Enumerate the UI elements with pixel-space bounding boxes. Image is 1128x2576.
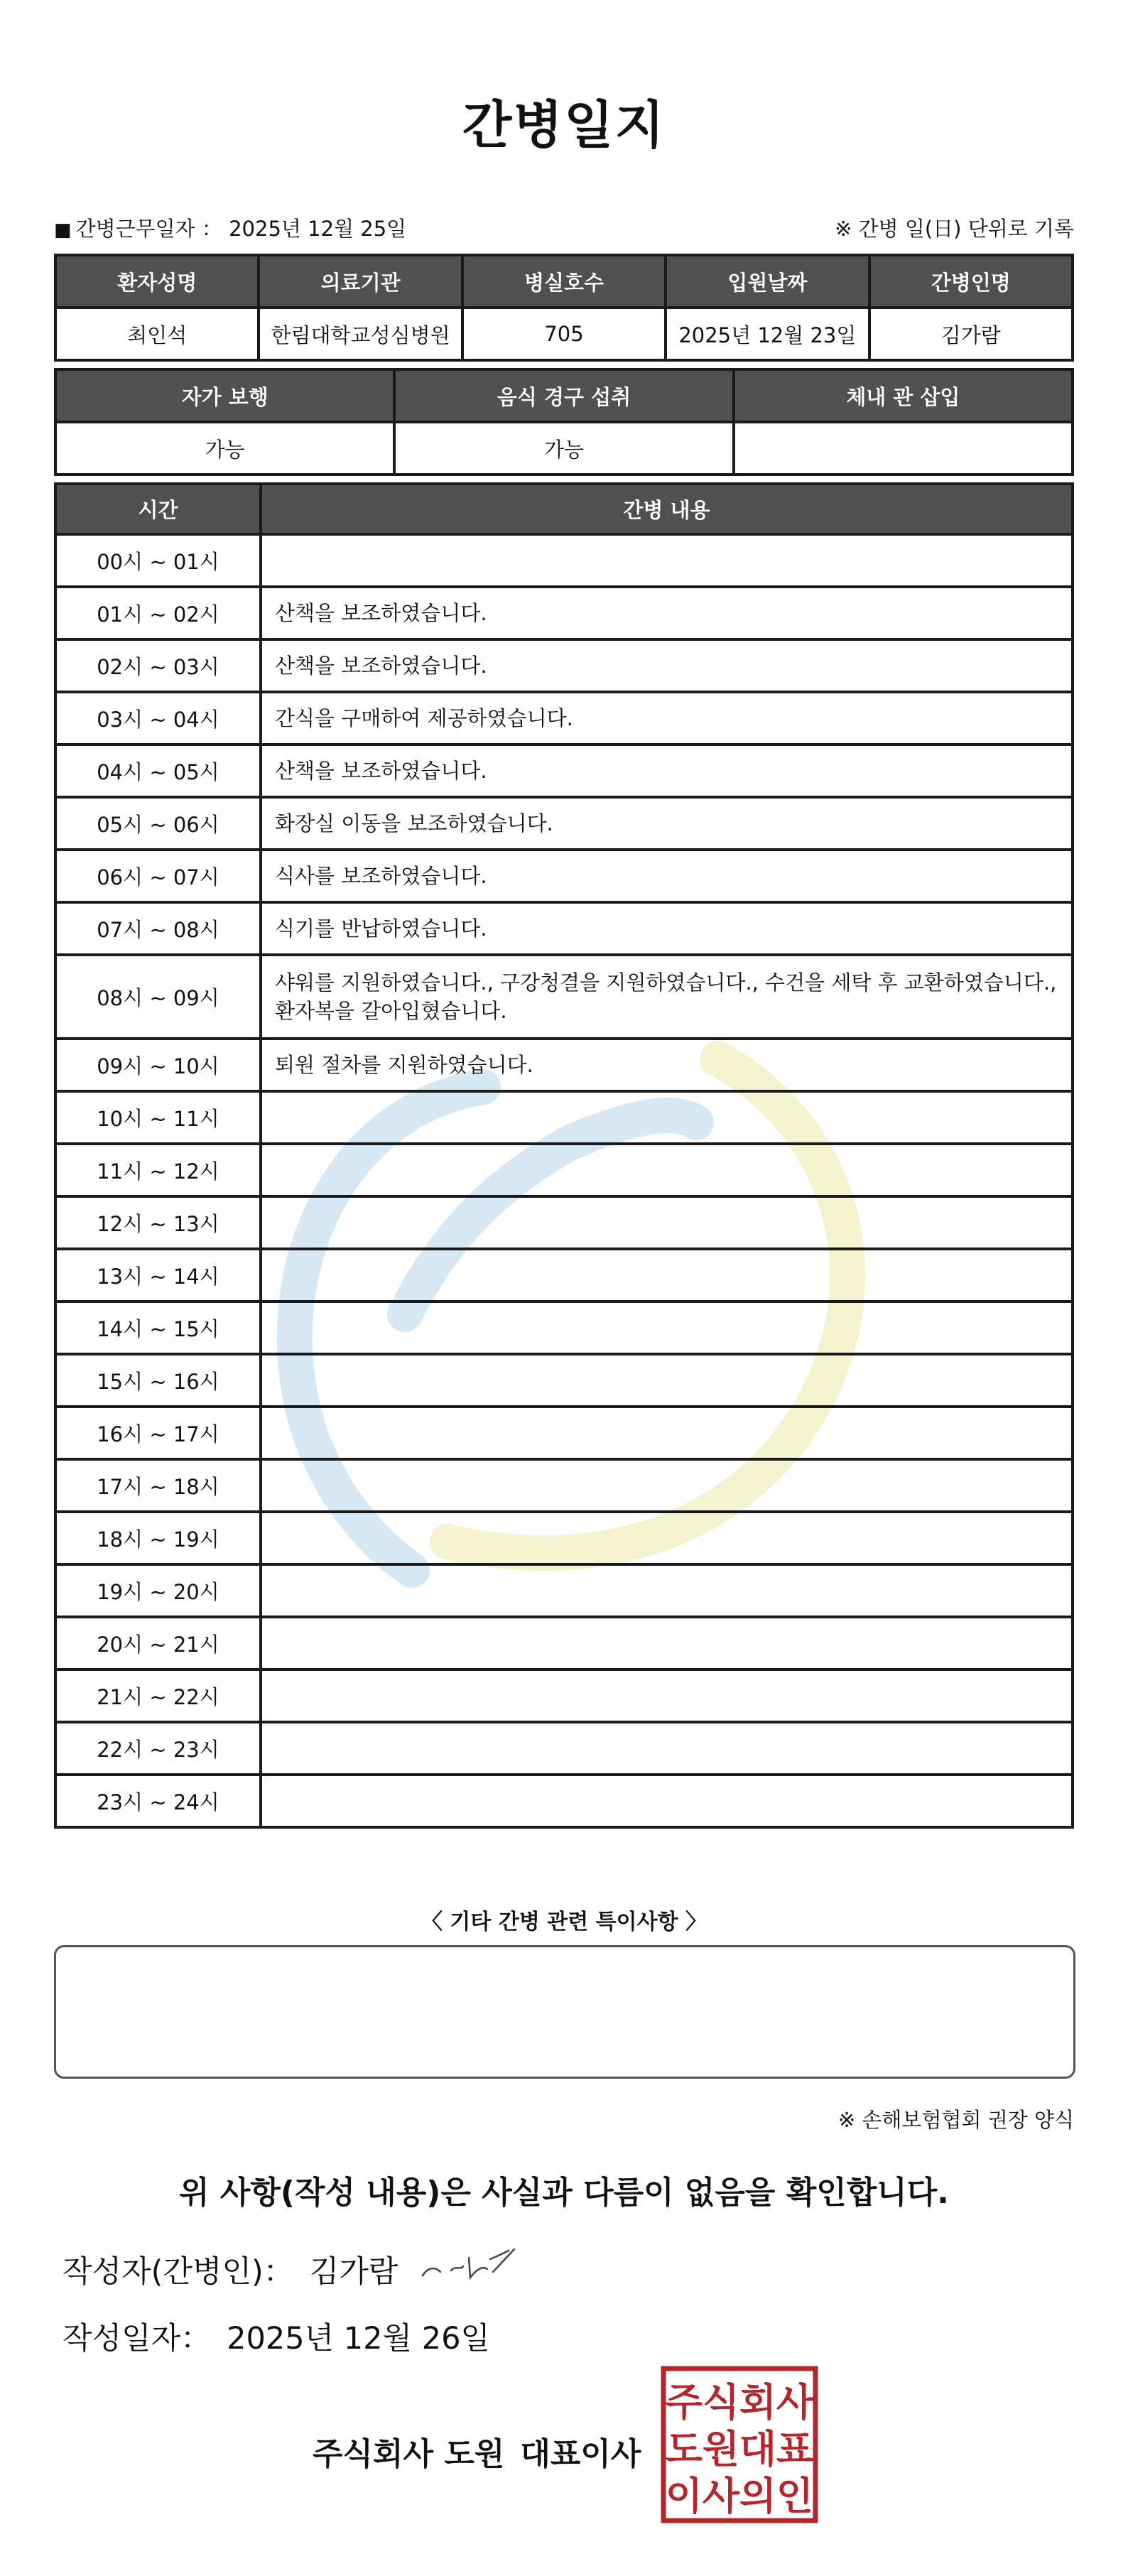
log-time: 13시 ~ 14시	[55, 1249, 261, 1301]
seal-glyph: 표	[776, 2427, 814, 2472]
patient-status-table	[54, 368, 1074, 476]
care-log-row	[55, 534, 1073, 587]
writer-line	[63, 2248, 398, 2291]
writer-name: 김가람	[309, 2254, 398, 2290]
room-number: 705	[462, 308, 666, 360]
seal-glyph: 원	[702, 2427, 740, 2472]
header-time: 시간	[55, 484, 261, 534]
written-date-label: 작성일자：	[63, 2321, 212, 2356]
care-log-row	[55, 955, 1073, 1039]
log-content[interactable]: 샤워를 지원하였습니다., 구강청결을 지원하였습니다., 수건을 세탁 후 교환하였습니다., 환자복을 갈아입혔습니다.	[261, 955, 1073, 1039]
seal-glyph: 주	[665, 2380, 703, 2425]
log-time: 10시 ~ 11시	[55, 1091, 261, 1144]
log-time: 21시 ~ 22시	[55, 1669, 261, 1722]
work-date-label: 간병근무일자 ：	[75, 217, 222, 241]
patient-info-table	[54, 254, 1074, 362]
log-time: 03시 ~ 04시	[55, 692, 261, 745]
care-log-row	[55, 1196, 1073, 1249]
care-log-row	[55, 1144, 1073, 1196]
log-content[interactable]	[261, 534, 1073, 587]
writer-label: 작성자(간병인)：	[63, 2254, 294, 2290]
log-time: 08시 ~ 09시	[55, 955, 261, 1039]
log-time: 19시 ~ 20시	[55, 1564, 261, 1617]
seal-glyph: 식	[702, 2380, 740, 2425]
care-log-table	[54, 482, 1074, 1829]
work-date-line	[54, 213, 406, 242]
seal-glyph: 사	[776, 2380, 814, 2425]
header-patient-name: 환자성명	[55, 255, 259, 308]
header-room-number: 병실호수	[462, 255, 666, 308]
company-title: 대표이사	[520, 2436, 641, 2472]
log-time: 09시 ~ 10시	[55, 1039, 261, 1091]
log-content[interactable]	[261, 1512, 1073, 1564]
care-log-row	[55, 1039, 1073, 1091]
hospital-name: 한림대학교성심병원	[259, 308, 462, 360]
log-content[interactable]	[261, 1354, 1073, 1407]
log-content[interactable]	[261, 1301, 1073, 1354]
log-content[interactable]	[261, 1669, 1073, 1722]
notes-textarea[interactable]	[54, 1945, 1075, 2079]
admission-date: 2025년 12월 23일	[666, 308, 869, 360]
log-content[interactable]	[261, 1249, 1073, 1301]
log-content[interactable]: 식기를 반납하였습니다.	[261, 902, 1073, 955]
care-log-row	[55, 1354, 1073, 1407]
signature-mark	[419, 2244, 526, 2286]
log-content[interactable]: 식사를 보조하였습니다.	[261, 850, 1073, 902]
status-header-row	[55, 369, 1073, 422]
log-time: 23시 ~ 24시	[55, 1775, 261, 1827]
log-time: 11시 ~ 12시	[55, 1144, 261, 1196]
header-hospital: 의료기관	[259, 255, 462, 308]
format-note: ※ 손해보험협회 권장 양식	[837, 2108, 1074, 2132]
care-log-row	[55, 1722, 1073, 1775]
log-content[interactable]: 산책을 보조하였습니다.	[261, 587, 1073, 639]
log-content[interactable]	[261, 1407, 1073, 1459]
company-signoff	[313, 2428, 641, 2474]
log-content[interactable]	[261, 1196, 1073, 1249]
patient-name: 최인석	[55, 308, 259, 360]
log-content[interactable]: 퇴원 절차를 지원하였습니다.	[261, 1039, 1073, 1091]
oral-intake-value: 가능	[394, 422, 733, 475]
log-content[interactable]	[261, 1564, 1073, 1617]
log-time: 22시 ~ 23시	[55, 1722, 261, 1775]
care-log-row	[55, 902, 1073, 955]
confirmation-statement: 위 사항(작성 내용)은 사실과 다름이 없음을 확인합니다.	[179, 2175, 949, 2211]
log-time: 02시 ~ 03시	[55, 639, 261, 692]
log-time: 00시 ~ 01시	[55, 534, 261, 587]
written-date-value: 2025년 12월 26일	[227, 2321, 490, 2356]
care-log-row	[55, 1459, 1073, 1512]
log-time: 01시 ~ 02시	[55, 587, 261, 639]
care-log-row	[55, 587, 1073, 639]
care-log-body	[55, 534, 1073, 1827]
log-time: 17시 ~ 18시	[55, 1459, 261, 1512]
company-name: 주식회사 도원	[313, 2436, 505, 2472]
log-content[interactable]: 간식을 구매하여 제공하였습니다.	[261, 692, 1073, 745]
seal-glyph: 대	[739, 2427, 777, 2472]
care-log-row	[55, 1301, 1073, 1354]
care-log-row	[55, 1775, 1073, 1827]
care-log-row	[55, 1512, 1073, 1564]
self-walking-value: 가능	[55, 422, 394, 475]
log-content[interactable]: 산책을 보조하였습니다.	[261, 639, 1073, 692]
log-time: 12시 ~ 13시	[55, 1196, 261, 1249]
header-care-content: 간병 내용	[261, 484, 1073, 534]
seal-glyph: 회	[739, 2380, 777, 2425]
log-time: 06시 ~ 07시	[55, 850, 261, 902]
care-log-row	[55, 639, 1073, 692]
care-log-row	[55, 1407, 1073, 1459]
seal-glyph: 인	[776, 2474, 814, 2518]
care-log-row	[55, 850, 1073, 902]
header-tube-insertion: 체내 관 삽입	[734, 369, 1073, 422]
unit-note: ※ 간병 일(日) 단위로 기록	[835, 217, 1074, 241]
care-log-row	[55, 692, 1073, 745]
log-time: 15시 ~ 16시	[55, 1354, 261, 1407]
header-admission-date: 입원날짜	[666, 255, 869, 308]
log-content[interactable]	[261, 1617, 1073, 1669]
seal-glyph: 이	[665, 2474, 703, 2518]
work-date-value: 2025년 12월 25일	[229, 217, 407, 241]
log-time: 07시 ~ 08시	[55, 902, 261, 955]
header-caregiver-name: 간병인명	[869, 255, 1073, 308]
tube-insertion-value	[734, 422, 1073, 475]
log-time: 04시 ~ 05시	[55, 745, 261, 797]
care-log-row	[55, 797, 1073, 850]
square-bullet-icon: ■	[54, 220, 72, 241]
notes-title: 〈 기타 간병 관련 특이사항 〉	[421, 1910, 707, 1934]
log-content[interactable]	[261, 1144, 1073, 1196]
log-time: 20시 ~ 21시	[55, 1617, 261, 1669]
caregiver-name: 김가람	[869, 308, 1073, 360]
seal-glyph: 사	[702, 2474, 740, 2518]
patient-info-header-row	[55, 255, 1073, 308]
page-title: 간병일지	[462, 95, 666, 155]
log-time: 18시 ~ 19시	[55, 1512, 261, 1564]
log-time: 14시 ~ 15시	[55, 1301, 261, 1354]
log-content[interactable]: 산책을 보조하였습니다.	[261, 745, 1073, 797]
log-content[interactable]	[261, 1459, 1073, 1512]
patient-info-value-row	[55, 308, 1073, 360]
care-log-row	[55, 1091, 1073, 1144]
log-content[interactable]: 화장실 이동을 보조하였습니다.	[261, 797, 1073, 850]
log-content[interactable]	[261, 1722, 1073, 1775]
header-oral-intake: 음식 경구 섭취	[394, 369, 733, 422]
care-log-header-row	[55, 484, 1073, 534]
care-log-row	[55, 1617, 1073, 1669]
seal-glyph: 의	[739, 2474, 777, 2518]
care-log-row	[55, 1669, 1073, 1722]
log-time: 05시 ~ 06시	[55, 797, 261, 850]
header-self-walking: 자가 보행	[55, 369, 394, 422]
care-log-row	[55, 1564, 1073, 1617]
seal-glyph: 도	[665, 2427, 703, 2472]
log-time: 16시 ~ 17시	[55, 1407, 261, 1459]
status-value-row	[55, 422, 1073, 475]
written-date-line	[63, 2315, 490, 2358]
log-content[interactable]	[261, 1091, 1073, 1144]
care-log-row	[55, 1249, 1073, 1301]
care-log-row	[55, 745, 1073, 797]
log-content[interactable]	[261, 1775, 1073, 1827]
company-seal	[661, 2366, 818, 2523]
